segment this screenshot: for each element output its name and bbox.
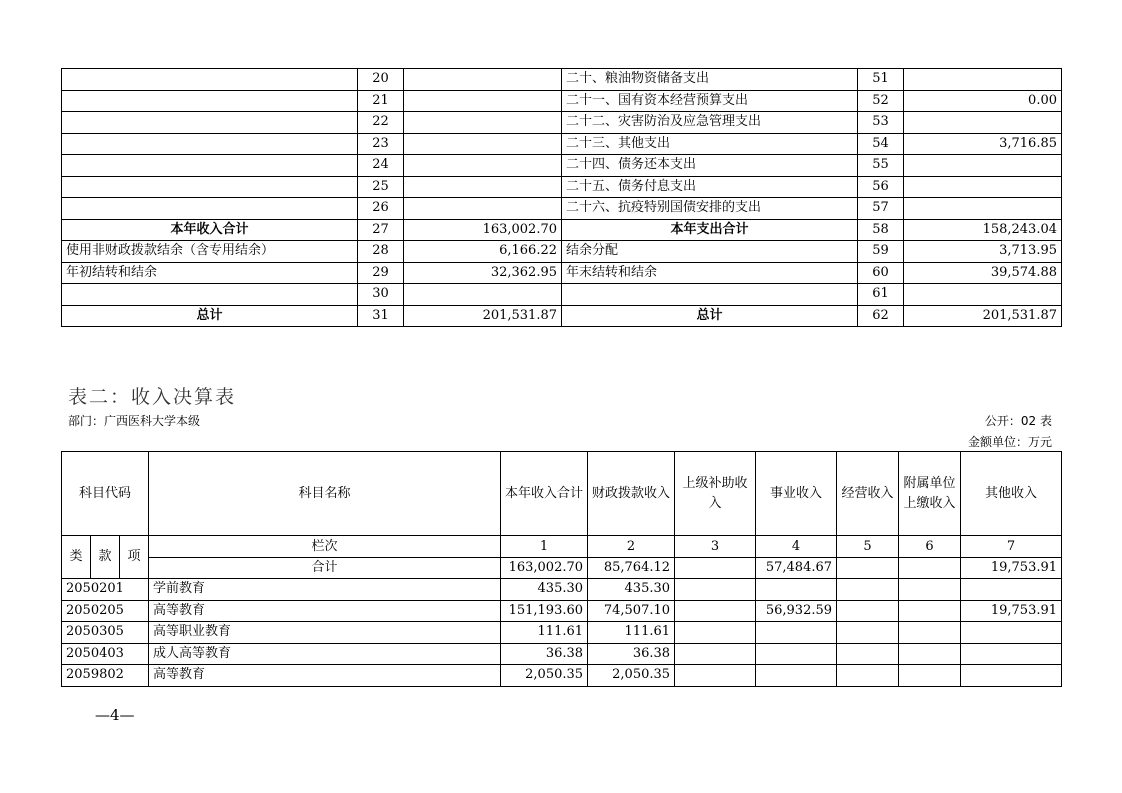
summary-row: [62, 305, 1062, 327]
header-kuan: 款: [91, 536, 120, 579]
right-line-number: 52: [858, 90, 904, 112]
right-line-number: 58: [858, 219, 904, 241]
left-amount: 32,362.95: [404, 262, 562, 284]
total-income: 151,193.60: [501, 600, 588, 622]
left-line-number: 21: [358, 90, 404, 112]
fiscal-income: 111.61: [588, 622, 675, 644]
header-lei: 类: [62, 536, 91, 579]
right-amount: 158,243.04: [904, 219, 1062, 241]
left-line-number: 24: [358, 155, 404, 177]
other-income: [961, 665, 1062, 687]
budget-summary-body: [62, 69, 1062, 327]
sum-row: [62, 558, 1062, 579]
superior-income: [675, 643, 756, 665]
table2-title: 表二：收入决算表: [68, 386, 237, 408]
right-item-label: 本年支出合计: [562, 219, 858, 241]
right-amount: [904, 69, 1062, 91]
left-line-number: 31: [358, 305, 404, 327]
subject-code: 2059802: [62, 665, 149, 687]
subject-code: 2050305: [62, 622, 149, 644]
fiscal-income: 435.30: [588, 579, 675, 601]
total-income: 36.38: [501, 643, 588, 665]
other-income: [961, 622, 1062, 644]
amount-unit-label: 金额单位：万元: [967, 435, 1052, 449]
header-code: 科目代码: [62, 452, 149, 536]
right-line-number: 54: [858, 133, 904, 155]
right-line-number: 59: [858, 241, 904, 263]
left-amount: 163,002.70: [404, 219, 562, 241]
sum-business: 57,484.67: [756, 558, 837, 579]
affiliated-income: [899, 600, 961, 622]
header-superior: 上级补助收入: [675, 452, 756, 536]
left-item-label: 年初结转和结余: [62, 262, 358, 284]
sum-operating: [837, 558, 899, 579]
subject-code: 2050201: [62, 579, 149, 601]
right-item-label: [562, 284, 858, 306]
left-item-label: 总计: [62, 305, 358, 327]
right-line-number: 62: [858, 305, 904, 327]
subject-name: 学前教育: [149, 579, 501, 601]
right-item-label: 二十一、国有资本经营预算支出: [562, 90, 858, 112]
summary-row: [62, 133, 1062, 155]
left-line-number: 26: [358, 198, 404, 220]
sum-superior: [675, 558, 756, 579]
total-income: 435.30: [501, 579, 588, 601]
table-header-row: [62, 452, 1062, 536]
income-rows: [62, 579, 1062, 687]
right-item-label: 结余分配: [562, 241, 858, 263]
operating-income: [837, 622, 899, 644]
summary-row: [62, 219, 1062, 241]
sum-affiliated: [899, 558, 961, 579]
public-number-label: 公开：02 表: [984, 414, 1052, 428]
right-amount: [904, 155, 1062, 177]
business-income: [756, 622, 837, 644]
superior-income: [675, 579, 756, 601]
summary-row: [62, 241, 1062, 263]
right-item-label: 二十四、债务还本支出: [562, 155, 858, 177]
table-row: [62, 600, 1062, 622]
left-item-label: [62, 90, 358, 112]
page-number: —4—: [95, 706, 135, 724]
other-income: [961, 643, 1062, 665]
other-income: 19,753.91: [961, 600, 1062, 622]
affiliated-income: [899, 665, 961, 687]
business-income: [756, 579, 837, 601]
left-amount: [404, 69, 562, 91]
other-income: [961, 579, 1062, 601]
subject-code: 2050403: [62, 643, 149, 665]
fiscal-income: 36.38: [588, 643, 675, 665]
left-line-number: 27: [358, 219, 404, 241]
summary-row: [62, 112, 1062, 134]
fiscal-income: 2,050.35: [588, 665, 675, 687]
left-line-number: 28: [358, 241, 404, 263]
superior-income: [675, 600, 756, 622]
left-amount: [404, 284, 562, 306]
summary-row: [62, 69, 1062, 91]
col-number-4: 4: [756, 536, 837, 558]
header-xiang: 项: [120, 536, 149, 579]
header-operating: 经营收入: [837, 452, 899, 536]
sum-label: 合计: [149, 558, 501, 579]
header-lanci: 栏次: [149, 536, 501, 558]
summary-row: [62, 155, 1062, 177]
right-amount: [904, 198, 1062, 220]
left-item-label: 使用非财政拨款结余（含专用结余）: [62, 241, 358, 263]
header-affiliated: 附属单位上缴收入: [899, 452, 961, 536]
right-amount: 0.00: [904, 90, 1062, 112]
left-amount: [404, 176, 562, 198]
header-total: 本年收入合计: [501, 452, 588, 536]
col-number-7: 7: [961, 536, 1062, 558]
right-item-label: 总计: [562, 305, 858, 327]
subject-name: 高等教育: [149, 665, 501, 687]
table-row: [62, 579, 1062, 601]
total-income: 2,050.35: [501, 665, 588, 687]
left-line-number: 25: [358, 176, 404, 198]
department-label: 部门：广西医科大学本级: [68, 414, 201, 428]
left-amount: [404, 133, 562, 155]
left-line-number: 20: [358, 69, 404, 91]
left-item-label: [62, 133, 358, 155]
right-amount: [904, 112, 1062, 134]
operating-income: [837, 579, 899, 601]
column-number-row: [62, 536, 1062, 558]
right-amount: 3,713.95: [904, 241, 1062, 263]
right-item-label: 二十二、灾害防治及应急管理支出: [562, 112, 858, 134]
left-amount: 6,166.22: [404, 241, 562, 263]
right-line-number: 51: [858, 69, 904, 91]
left-amount: [404, 198, 562, 220]
left-line-number: 23: [358, 133, 404, 155]
business-income: [756, 665, 837, 687]
left-amount: 201,531.87: [404, 305, 562, 327]
subject-name: 成人高等教育: [149, 643, 501, 665]
right-item-label: 年末结转和结余: [562, 262, 858, 284]
business-income: [756, 643, 837, 665]
right-item-label: 二十、粮油物资储备支出: [562, 69, 858, 91]
summary-row: [62, 198, 1062, 220]
header-name: 科目名称: [149, 452, 501, 536]
col-number-2: 2: [588, 536, 675, 558]
budget-summary-table: [61, 68, 1062, 327]
right-amount: [904, 284, 1062, 306]
sum-other: 19,753.91: [961, 558, 1062, 579]
income-statement-table: [61, 451, 1062, 687]
right-item-label: 二十六、抗疫特别国债安排的支出: [562, 198, 858, 220]
table-row: [62, 622, 1062, 644]
subject-name: 高等职业教育: [149, 622, 501, 644]
right-line-number: 60: [858, 262, 904, 284]
header-other: 其他收入: [961, 452, 1062, 536]
operating-income: [837, 600, 899, 622]
sum-total: 163,002.70: [501, 558, 588, 579]
affiliated-income: [899, 622, 961, 644]
left-item-label: [62, 69, 358, 91]
left-item-label: 本年收入合计: [62, 219, 358, 241]
right-amount: 39,574.88: [904, 262, 1062, 284]
sum-fiscal: 85,764.12: [588, 558, 675, 579]
subject-code: 2050205: [62, 600, 149, 622]
header-business: 事业收入: [756, 452, 837, 536]
col-number-3: 3: [675, 536, 756, 558]
left-item-label: [62, 155, 358, 177]
col-number-6: 6: [899, 536, 961, 558]
left-item-label: [62, 198, 358, 220]
left-item-label: [62, 176, 358, 198]
left-amount: [404, 112, 562, 134]
summary-row: [62, 90, 1062, 112]
right-line-number: 55: [858, 155, 904, 177]
subject-name: 高等教育: [149, 600, 501, 622]
table-row: [62, 643, 1062, 665]
right-line-number: 57: [858, 198, 904, 220]
right-line-number: 61: [858, 284, 904, 306]
right-item-label: 二十五、债务付息支出: [562, 176, 858, 198]
header-fiscal: 财政拨款收入: [588, 452, 675, 536]
left-item-label: [62, 112, 358, 134]
summary-row: [62, 284, 1062, 306]
left-line-number: 29: [358, 262, 404, 284]
total-income: 111.61: [501, 622, 588, 644]
right-line-number: 53: [858, 112, 904, 134]
superior-income: [675, 665, 756, 687]
operating-income: [837, 643, 899, 665]
left-line-number: 22: [358, 112, 404, 134]
col-number-1: 1: [501, 536, 588, 558]
table-row: [62, 665, 1062, 687]
right-amount: [904, 176, 1062, 198]
affiliated-income: [899, 579, 961, 601]
summary-row: [62, 262, 1062, 284]
right-item-label: 二十三、其他支出: [562, 133, 858, 155]
right-line-number: 56: [858, 176, 904, 198]
superior-income: [675, 622, 756, 644]
affiliated-income: [899, 643, 961, 665]
left-item-label: [62, 284, 358, 306]
left-line-number: 30: [358, 284, 404, 306]
col-number-5: 5: [837, 536, 899, 558]
fiscal-income: 74,507.10: [588, 600, 675, 622]
right-amount: 3,716.85: [904, 133, 1062, 155]
business-income: 56,932.59: [756, 600, 837, 622]
right-amount: 201,531.87: [904, 305, 1062, 327]
summary-row: [62, 176, 1062, 198]
left-amount: [404, 90, 562, 112]
left-amount: [404, 155, 562, 177]
operating-income: [837, 665, 899, 687]
